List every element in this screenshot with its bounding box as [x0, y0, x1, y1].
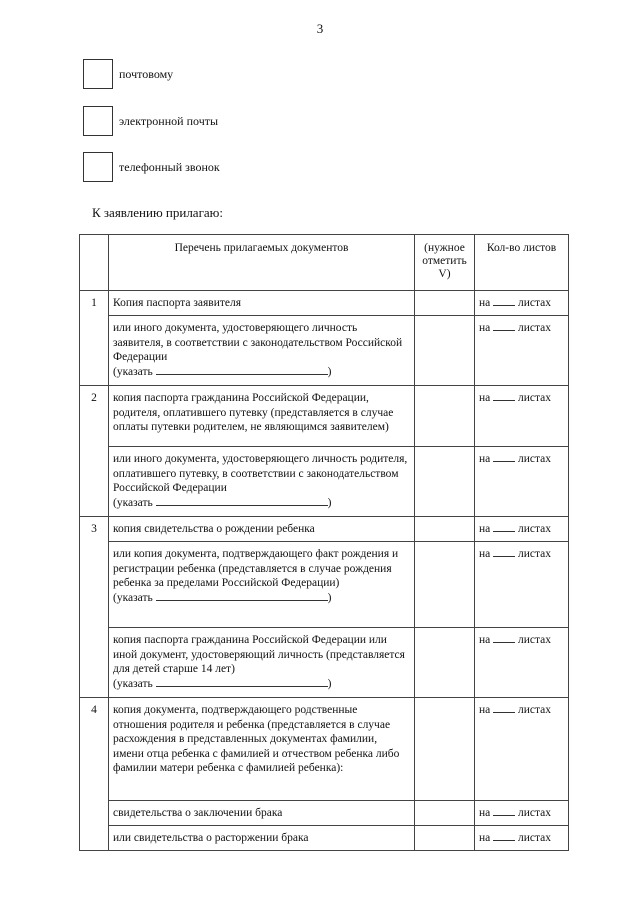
specify-blank [156, 505, 328, 506]
sheet-count[interactable] [475, 628, 569, 698]
document-text: свидетельства о заключении брака [113, 807, 283, 819]
specify-label: (указать [113, 677, 153, 690]
table-row [80, 447, 569, 517]
email-checkbox[interactable] [83, 106, 113, 136]
phone-option-label: телефонный звонок [119, 159, 220, 174]
sheet-count-prefix: на [479, 548, 491, 560]
sheet-count-suffix: листах [518, 322, 552, 334]
sheet-count-blank [493, 531, 515, 532]
sheet-count-prefix: на [479, 832, 491, 844]
document-description [109, 447, 415, 517]
specify-label: (указать [113, 365, 153, 378]
table-header-row [80, 235, 569, 291]
sheet-count-prefix: на [479, 297, 491, 309]
sheet-count-suffix: листах [518, 392, 552, 404]
table-row [80, 316, 569, 386]
mark-cell[interactable] [415, 542, 475, 628]
table-row [80, 386, 569, 447]
number-header [80, 235, 109, 291]
sheet-count[interactable] [475, 447, 569, 517]
specify-line[interactable] [113, 592, 331, 604]
mark-header: (нужное отметить V) [415, 235, 475, 291]
sheet-count-blank [493, 330, 515, 331]
sheet-count-prefix: на [479, 453, 491, 465]
sheet-count-prefix: на [479, 807, 491, 819]
table-row [80, 698, 569, 801]
sheet-count[interactable] [475, 291, 569, 316]
specify-close: ) [327, 591, 332, 604]
sheet-count[interactable] [475, 517, 569, 542]
specify-label: (указать [113, 591, 153, 604]
row-number: 4 [80, 698, 109, 851]
phone-checkbox[interactable] [83, 152, 113, 182]
sheet-count-blank [493, 556, 515, 557]
sheet-count-blank [493, 815, 515, 816]
sheet-count-blank [493, 461, 515, 462]
sheet-count-blank [493, 712, 515, 713]
mail-option-label: почтовому [119, 66, 174, 81]
sheet-count-suffix: листах [518, 832, 552, 844]
document-text: или свидетельства о расторжении брака [113, 832, 309, 844]
table-row [80, 517, 569, 542]
row-number: 2 [80, 386, 109, 517]
document-description [109, 291, 415, 316]
specify-close: ) [327, 365, 332, 378]
contact-option-email [83, 106, 218, 136]
table-row [80, 628, 569, 698]
row-number: 3 [80, 517, 109, 698]
document-text: или иного документа, удостоверяющего личность заявителя, в соответствии с законодательством Российской Федерации [113, 322, 403, 363]
sheet-count-prefix: на [479, 322, 491, 334]
mark-cell[interactable] [415, 291, 475, 316]
document-description [109, 698, 415, 801]
document-description [109, 628, 415, 698]
sheet-count-suffix: листах [518, 704, 552, 716]
sheet-count-blank [493, 305, 515, 306]
mark-cell[interactable] [415, 698, 475, 801]
attachment-heading: К заявлению прилагаю: [92, 205, 224, 220]
table-row [80, 291, 569, 316]
mark-cell[interactable] [415, 447, 475, 517]
sheet-count-prefix: на [479, 523, 491, 535]
document-text: копия паспорта гражданина Российской Федерации, родителя, оплатившего путевку (представляется в случае оплаты путевки родителем, не являющимся заявителем) [113, 392, 394, 433]
sheets-header: Кол-во листов [475, 235, 569, 291]
row-number: 1 [80, 291, 109, 386]
table-row [80, 801, 569, 826]
document-text: или иного документа, удостоверяющего личность родителя, оплатившего путевку, в соответствии с законодательством Российской Федерации [113, 453, 408, 494]
specify-label: (указать [113, 496, 153, 509]
sheet-count[interactable] [475, 801, 569, 826]
email-option-label: электронной почты [119, 113, 219, 128]
specify-line[interactable] [113, 678, 331, 690]
sheet-count-prefix: на [479, 392, 491, 404]
sheet-count[interactable] [475, 542, 569, 628]
sheet-count-suffix: листах [518, 807, 552, 819]
doc-list-header: Перечень прилагаемых документов [109, 235, 415, 291]
specify-blank [156, 686, 328, 687]
document-description [109, 386, 415, 447]
specify-blank [156, 374, 328, 375]
document-description [109, 316, 415, 386]
mark-cell[interactable] [415, 826, 475, 851]
attachments-table [79, 234, 569, 851]
sheet-count-blank [493, 400, 515, 401]
document-description [109, 517, 415, 542]
sheet-count[interactable] [475, 386, 569, 447]
document-text: копия документа, подтверждающего родственные отношения родителя и ребенка (представляется в случае расхождения в представленных документах фамилии, имени отца ребенка с фамилией и отчеством ребенка либо фамилии матери ребенка с фамилией ребенка): [113, 704, 400, 774]
sheet-count-suffix: листах [518, 634, 552, 646]
sheet-count-suffix: листах [518, 523, 552, 535]
specify-blank [156, 600, 328, 601]
specify-line[interactable] [113, 366, 331, 378]
sheet-count-blank [493, 840, 515, 841]
document-text: Копия паспорта заявителя [113, 297, 242, 309]
mark-cell[interactable] [415, 801, 475, 826]
sheet-count-blank [493, 642, 515, 643]
sheet-count[interactable] [475, 698, 569, 801]
table-row [80, 826, 569, 851]
attachments-table-body [80, 291, 569, 851]
document-description [109, 826, 415, 851]
mark-cell[interactable] [415, 628, 475, 698]
mark-cell[interactable] [415, 386, 475, 447]
contact-option-mail [83, 59, 173, 89]
document-description [109, 542, 415, 628]
page-number: 3 [316, 21, 324, 36]
sheet-count[interactable] [475, 316, 569, 386]
sheet-count-prefix: на [479, 634, 491, 646]
document-text: копия свидетельства о рождении ребенка [113, 523, 315, 535]
mark-cell[interactable] [415, 517, 475, 542]
mark-cell[interactable] [415, 316, 475, 386]
mail-checkbox[interactable] [83, 59, 113, 89]
document-text: или копия документа, подтверждающего факт рождения и регистрации ребенка (представляется в случае рождения ребенка за пределами Российской Федерации) [113, 548, 399, 589]
sheet-count-suffix: листах [518, 548, 552, 560]
sheet-count-suffix: листах [518, 453, 552, 465]
document-text: копия паспорта гражданина Российской Федерации или иной документ, удостоверяющий личность (представляется для детей старше 14 лет) [113, 634, 405, 675]
document-description [109, 801, 415, 826]
specify-line[interactable] [113, 497, 331, 509]
specify-close: ) [327, 677, 332, 690]
sheet-count-suffix: листах [518, 297, 552, 309]
contact-option-phone [83, 152, 220, 182]
specify-close: ) [327, 496, 332, 509]
sheet-count-prefix: на [479, 704, 491, 716]
sheet-count[interactable] [475, 826, 569, 851]
table-row [80, 542, 569, 628]
